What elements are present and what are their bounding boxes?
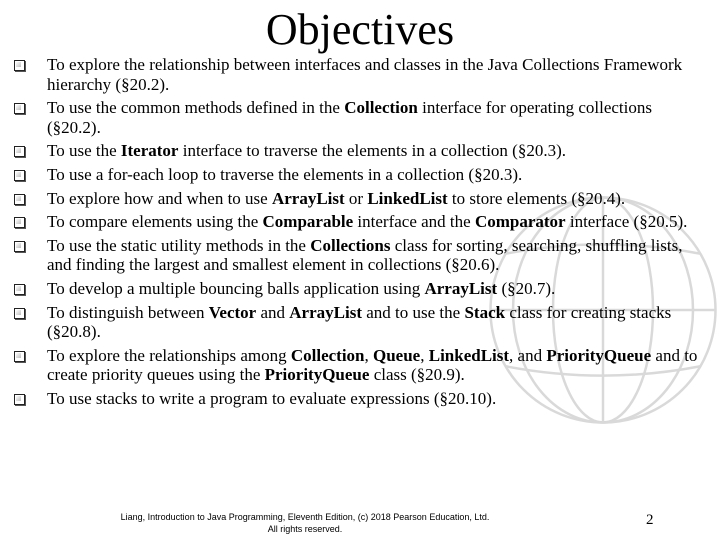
objective-text: or: [344, 188, 368, 208]
objective-keyword: Collections: [310, 235, 391, 255]
objective-item: [14, 303, 704, 342]
objective-keyword: PriorityQueue: [546, 345, 652, 365]
objective-text: interface and the: [353, 212, 475, 232]
square-checkbox-bullet-icon: [14, 60, 25, 71]
square-checkbox-bullet-icon: [14, 103, 25, 114]
objective-item: [14, 189, 704, 209]
objective-text: class (§20.9).: [369, 365, 465, 385]
objective-text: class for sorting, searching, shuffling lists, and finding the largest and smallest element in collections (§20.6).: [47, 235, 683, 275]
objective-text: and to create priority queues using the: [47, 345, 698, 385]
slide-footer: [120, 511, 490, 535]
objective-keyword: Queue: [373, 345, 421, 365]
objective-keyword: LinkedList: [367, 188, 448, 208]
objective-keyword: Comparable: [262, 212, 354, 232]
objective-text: (§20.7).: [497, 278, 556, 298]
objective-text: to store elements (§20.4).: [447, 188, 626, 208]
objective-text: ,: [364, 345, 373, 365]
square-checkbox-bullet-icon: [14, 170, 25, 181]
objective-text: To use the static utility methods in the: [47, 235, 311, 255]
objective-keyword: Stack: [464, 302, 506, 322]
objective-keyword: Comparator: [474, 212, 566, 232]
objective-item: [14, 236, 704, 275]
square-checkbox-bullet-icon: [14, 241, 25, 252]
square-checkbox-bullet-icon: [14, 146, 25, 157]
objective-keyword: Collection: [344, 98, 418, 118]
objective-text: To distinguish between: [47, 302, 209, 322]
objective-text: and: [256, 302, 290, 322]
objective-item: [14, 165, 704, 185]
objective-text: To explore how and when to use: [47, 188, 272, 208]
objective-item: [14, 98, 704, 137]
footer-copyright-line: Liang, Introduction to Java Programming, Eleventh Edition, (c) 2018 Pearson Education, Ltd.: [120, 512, 490, 522]
objective-keyword: ArrayList: [289, 302, 362, 322]
square-checkbox-bullet-icon: [14, 194, 25, 205]
objective-text: and to use the: [362, 302, 465, 322]
objective-keyword: ArrayList: [424, 278, 498, 298]
objective-item: [14, 279, 704, 299]
square-checkbox-bullet-icon: [14, 394, 25, 405]
objective-keyword: Vector: [208, 302, 257, 322]
objective-text: To use a for-each loop to traverse the elements in a collection (§20.3).: [47, 164, 523, 184]
objective-text: To explore the relationship between interfaces and classes in the Java Collections Framework hierarchy (§20.2).: [47, 55, 683, 94]
objective-text: To use the common methods defined in the: [47, 98, 345, 118]
objective-text: To use stacks to write a program to evaluate expressions (§20.10).: [47, 388, 497, 408]
slide-title: Objectives: [265, 5, 455, 54]
objectives-list: [14, 55, 704, 413]
objective-item: [14, 389, 704, 409]
objective-keyword: Collection: [290, 345, 365, 365]
objective-text: To develop a multiple bouncing balls application using: [47, 278, 425, 298]
square-checkbox-bullet-icon: [14, 217, 25, 228]
objective-item: [14, 346, 704, 385]
footer-rights-line: All rights reserved.: [267, 524, 343, 534]
objective-keyword: PriorityQueue: [264, 365, 370, 385]
square-checkbox-bullet-icon: [14, 308, 25, 319]
objective-text: ,: [420, 345, 429, 365]
objective-text: To compare elements using the: [47, 212, 263, 232]
objective-text: To use the: [47, 141, 121, 161]
objective-text: To explore the relationships among: [47, 345, 291, 365]
objective-text: interface (§20.5).: [565, 212, 688, 232]
objective-item: [14, 212, 704, 232]
objective-text: interface for operating collections (§20.2).: [47, 98, 652, 137]
objective-item: [14, 141, 704, 161]
objective-text: , and: [509, 345, 547, 365]
objective-item: [14, 55, 704, 94]
objective-text: interface to traverse the elements in a collection (§20.3).: [178, 141, 566, 161]
objective-text: class for creating stacks (§20.8).: [47, 302, 672, 342]
page-number: 2: [646, 512, 654, 528]
square-checkbox-bullet-icon: [14, 284, 25, 295]
objective-keyword: LinkedList: [428, 345, 510, 365]
objective-keyword: ArrayList: [271, 188, 345, 208]
objective-keyword: Iterator: [120, 141, 179, 161]
square-checkbox-bullet-icon: [14, 351, 25, 362]
